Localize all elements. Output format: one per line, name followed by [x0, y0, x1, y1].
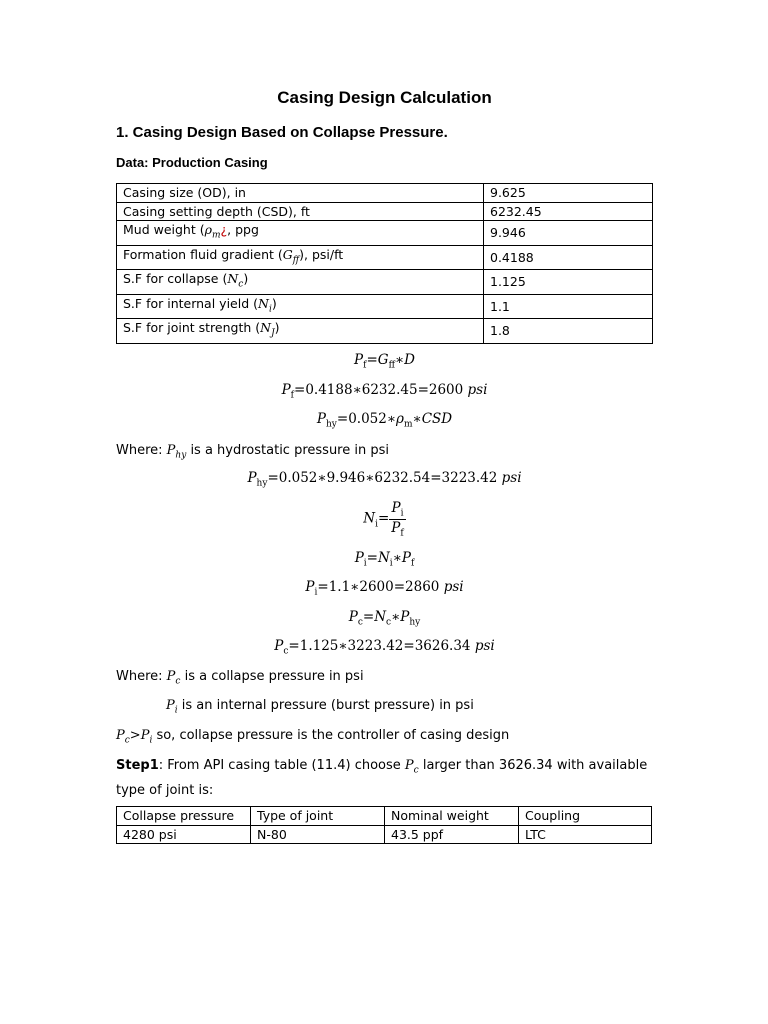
table-header-cell: Nominal weight — [385, 807, 519, 826]
table-row — [117, 184, 653, 203]
table-row — [117, 294, 653, 319]
table-header-cell: Collapse pressure — [117, 807, 251, 826]
table-row — [117, 319, 653, 344]
table-cell: 43.5 ppf — [385, 825, 519, 844]
table-cell-label: S.F for collapse $(N_c)$ — [117, 270, 484, 295]
equation-hydrostatic-pressure: $P_{hy}=0.052∗\rho_m∗CSD$ — [316, 411, 453, 430]
table-cell-label: S.F for joint strength $(N_J)$ — [117, 319, 484, 344]
equation-formation-pressure-value: $P_f=0.4188∗6232.45=2600$ psi — [281, 382, 488, 401]
table-cell-value: 6232.45 — [484, 202, 653, 221]
table-header-cell: Coupling — [519, 807, 652, 826]
table-header-row — [117, 807, 652, 826]
where-hydrostatic-note: Where: $P_{hy}$ is a hydrostatic pressure in psi — [116, 443, 389, 461]
table-cell-value: 1.1 — [484, 294, 653, 319]
table-cell-value: 1.125 — [484, 270, 653, 295]
table-cell-value: 0.4188 — [484, 245, 653, 270]
controller-note: $P_c>P_i$ so, collapse pressure is the controller of casing design — [116, 728, 510, 746]
casing-data-table — [116, 183, 653, 344]
equation-internal-pressure: $P_i=N_i∗P_f$ — [354, 550, 415, 569]
step1-paragraph: Step1: From API casing table (11.4) choose $P_c$ larger than 3626.34 with available type of joint is: — [116, 758, 648, 798]
table-cell-value: 1.8 — [484, 319, 653, 344]
table-cell-label: Casing setting depth (CSD), ft — [117, 202, 484, 221]
equation-formation-pressure: $P_f=G_{ff}∗D$ — [354, 352, 415, 371]
equation-collapse-pressure: $P_c=N_c∗P_{hy}$ — [348, 609, 421, 628]
section-heading: 1. Casing Design Based on Collapse Pressure. — [116, 124, 448, 141]
table-row — [117, 270, 653, 295]
table-cell: LTC — [519, 825, 652, 844]
table-cell: 4280 psi — [117, 825, 251, 844]
table-header-cell: Type of joint — [251, 807, 385, 826]
table-cell-label: Mud weight ($\rho_m¿$, ppg — [117, 221, 484, 246]
data-heading: Data: Production Casing — [116, 155, 268, 170]
equation-safety-factor-fraction: $N_i=$ $\frac{P_i}{P_f}$ — [363, 500, 404, 539]
where-collapse-note: Where: $P_c$ is a collapse pressure in psi — [116, 669, 364, 687]
table-cell-value: 9.625 — [484, 184, 653, 203]
table-row — [117, 202, 653, 221]
table-row — [117, 245, 653, 270]
document-title: Casing Design Calculation — [277, 88, 492, 107]
table-cell-label: Casing size (OD), in — [117, 184, 484, 203]
table-cell-label: Formation fluid gradient $(G_{ff})$, psi/ft — [117, 245, 484, 270]
equation-hydrostatic-pressure-value: $P_{hy}=0.052∗9.946∗6232.54=3223.42$ psi — [247, 470, 522, 489]
equation-internal-pressure-value: $P_i=1.1∗2600=2860$ psi — [305, 579, 464, 598]
table-cell-label: S.F for internal yield $(N_i)$ — [117, 294, 484, 319]
table-cell-value: 9.946 — [484, 221, 653, 246]
table-row — [117, 825, 652, 844]
table-row — [117, 221, 653, 246]
table-cell: N-80 — [251, 825, 385, 844]
joint-selection-table — [116, 806, 652, 844]
equation-collapse-pressure-value: $P_c=1.125∗3223.42=3626.34$ psi — [274, 638, 495, 657]
where-internal-note: $P_i$ is an internal pressure (burst pressure) in psi — [166, 698, 474, 716]
